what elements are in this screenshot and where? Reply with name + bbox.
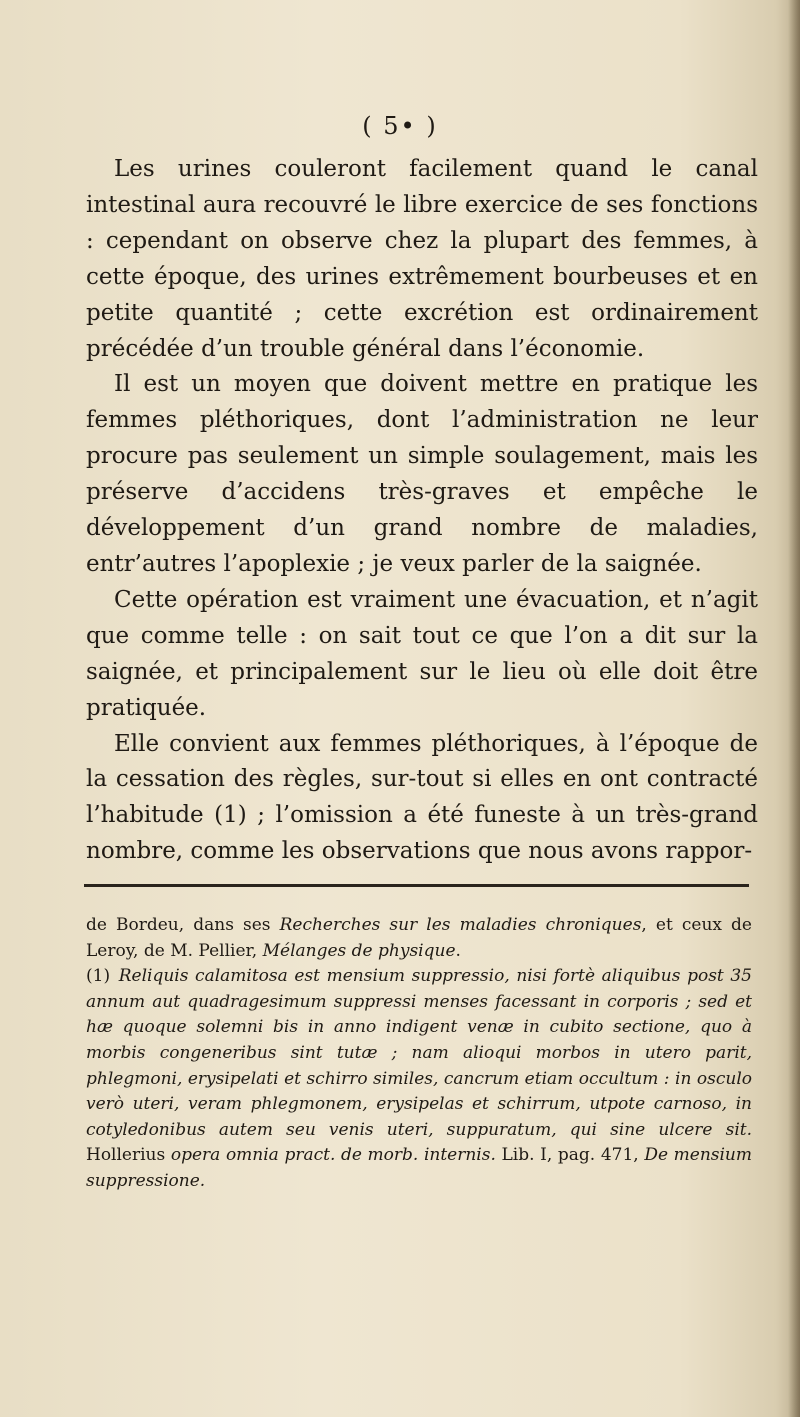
paragraph: Les urines couleront facilement quand le canal intestinal aura recouvré le libre exercice de ses fonctions : cependant on observe chez la plupart des femmes, à cette époque, des urines extrêmement bourbeuses et en petite quantité ; cette excrétion est ordinairement précédée d’un trouble général dans l’économie. <box>86 156 758 362</box>
footnote-1 <box>86 964 752 1194</box>
footnote-text: . <box>455 940 461 961</box>
footnote-text: de Bordeu, dans ses <box>86 915 280 935</box>
page-number: ( 5• ) <box>362 112 438 140</box>
book-title: opera omnia pract. de morb. internis. <box>170 1145 496 1166</box>
footnote-separator <box>84 884 749 887</box>
footnote-ref: (1) <box>86 966 111 987</box>
book-title: Recherches sur les maladies chroniques <box>279 915 642 935</box>
page-edge-shadow <box>788 0 800 1417</box>
paragraph: Elle convient aux femmes pléthoriques, à l’époque de la cessation des règles, sur-tout si elles en ont contracté l’habitude (1) ; l’omission a été funeste à un très-grand nombre, comme les observations que nous avons rappor- <box>86 730 758 865</box>
citation: Lib. I, pag. 471, <box>495 1145 645 1166</box>
main-text <box>86 152 758 870</box>
author-name: Hollerius <box>86 1145 171 1166</box>
footnote-continuation <box>86 913 752 964</box>
paragraph: Il est un moyen que doivent mettre en pratique les femmes pléthoriques, dont l’administration ne leur procure pas seulement un simple soulagement, mais les préserve d’accidens très-graves et empêche le développement d’un grand nombre de maladies, entr’autres l’apoplexie ; je veux parler de la saignée. <box>86 371 758 577</box>
latin-quote: Reliquis calamitosa est mensium suppressio, nisi fortè aliquibus post 35 annum aut quadragesimum suppressi menses facessant in corporis ; sed et hæ quoque solemni bis in anno indigent venæ in cubito sectione, quo à morbis congeneribus sint tutæ ; nam alioqui morbos in utero parit, phlegmoni, erysipelati et schirro similes, cancrum etiam occultum : in osculo verò uteri, veram phlegmonem, erysipelas et schirrum, utpote carnoso, in cotyledonibus autem seu venis uteri, suppuratum, qui sine ulcere sit. <box>86 966 753 1140</box>
book-title: Mélanges de physique <box>262 940 456 961</box>
chapter-title: De mensium suppressione. <box>86 1145 752 1191</box>
footnotes <box>86 913 752 1195</box>
footnote-text: , et ceux de Leroy, de M. Pellier, <box>86 915 752 961</box>
paragraph: Cette opération est vraiment une évacuation, et n’agit que comme telle : on sait tout ce que l’on a dit sur la saignée, et principalement sur le lieu où elle doit être pratiquée. <box>86 586 758 721</box>
